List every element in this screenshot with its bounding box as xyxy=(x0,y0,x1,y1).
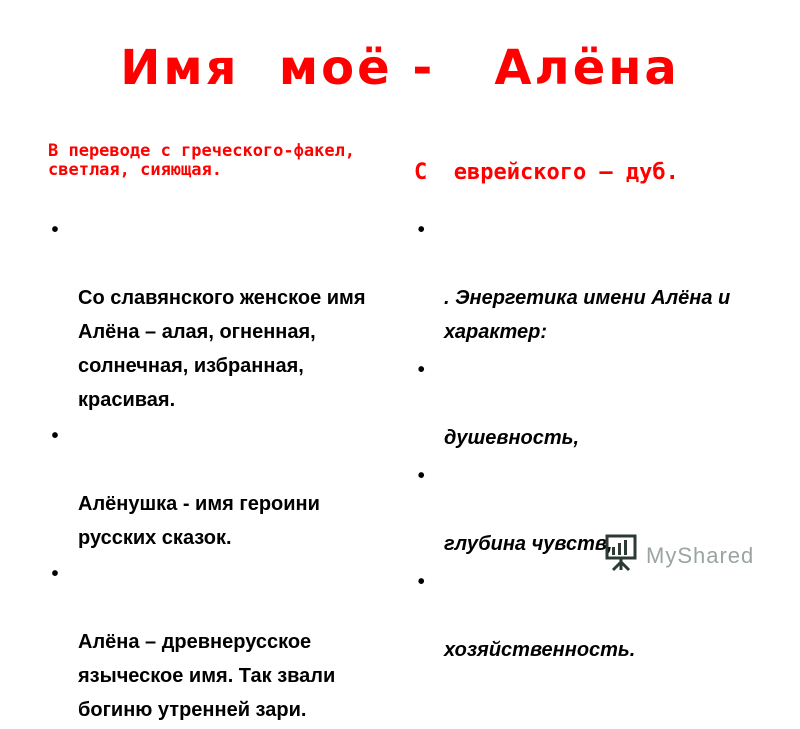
bullet-icon: • xyxy=(417,219,425,241)
right-bullet-text: душевность, xyxy=(444,427,580,449)
left-bullet-text: Алёна – древнерусское языческое имя. Так звали богиню утренней зари. xyxy=(78,631,336,721)
right-column-heading: С еврейского – дуб. xyxy=(414,160,679,185)
right-bullet-item xyxy=(414,565,754,667)
bullet-icon: • xyxy=(417,465,425,487)
bullet-icon: • xyxy=(51,425,59,447)
left-bullet-item xyxy=(48,419,388,555)
left-bullet-text: Со славянского женское имя Алёна – алая, огненная, солнечная, избранная, красивая. xyxy=(78,287,366,411)
right-bullet-item xyxy=(414,353,754,455)
right-bullet-text: . Энергетика имени Алёна и характер: xyxy=(444,287,731,343)
bullet-icon: • xyxy=(417,359,425,381)
myshared-watermark[interactable] xyxy=(604,534,754,577)
right-bullet-text: хозяйственность. xyxy=(444,639,636,661)
watermark-text: MyShared xyxy=(646,542,755,568)
left-bullet-item xyxy=(48,557,388,727)
right-bullet-item xyxy=(414,213,754,349)
bullet-icon: • xyxy=(51,563,59,585)
left-column-heading: В переводе с греческого-факел, светлая, сияющая. xyxy=(48,141,356,180)
bullet-icon: • xyxy=(417,571,425,593)
right-bullet-text: глубина чувств, xyxy=(444,533,613,555)
slide-title: Имя моё - Алёна xyxy=(120,40,680,96)
bullet-icon: • xyxy=(51,219,59,241)
right-bullet-list xyxy=(414,213,754,671)
left-bullet-text: Алёнушка - имя героини русских сказок. xyxy=(78,493,320,549)
left-bullet-item xyxy=(48,213,388,417)
left-bullet-list xyxy=(48,213,388,729)
presentation-board-icon xyxy=(604,534,638,577)
